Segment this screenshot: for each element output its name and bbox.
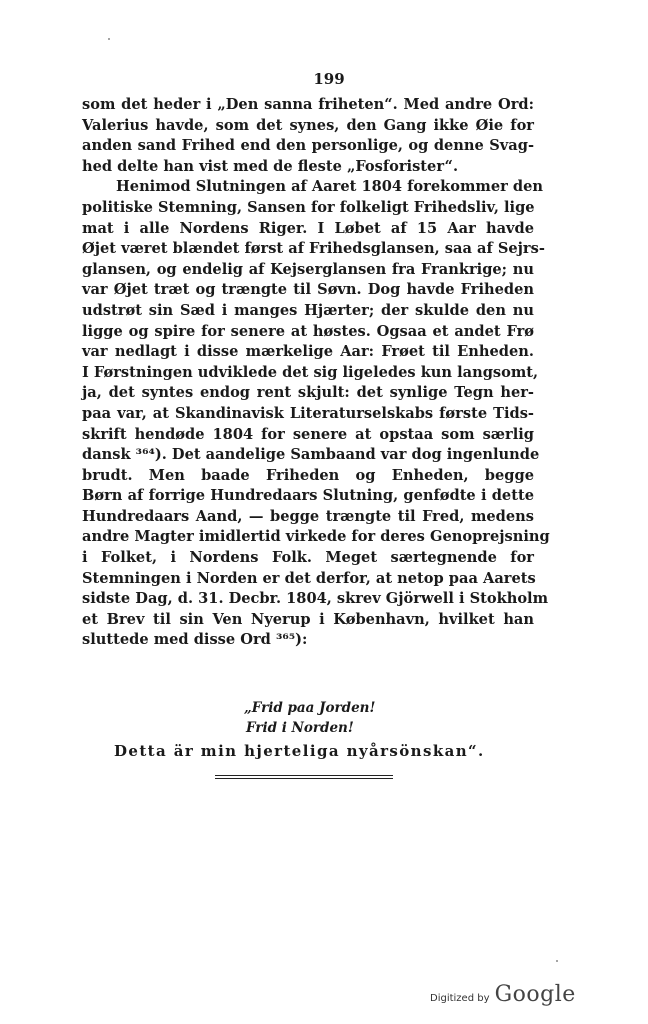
quote-block [244, 698, 375, 738]
text-line: var Øjet træt og trængte til Søvn. Dog havde Friheden [82, 281, 534, 299]
text-line: Øjet været blændet først af Frihedsglansen, saa af Sejrs- [82, 240, 545, 258]
scan-speck [556, 960, 558, 962]
text-line: politiske Stemning, Sansen for folkeligt Frihedsliv, lige [82, 198, 535, 216]
text-line: sidste Dag, d. 31. Decbr. 1804, skrev Gjörwell i Stokholm [82, 590, 549, 608]
text-line: sluttede med disse Ord ³⁶⁵): [82, 631, 308, 649]
digitized-watermark [430, 982, 576, 1007]
text-line: ja, det syntes endog rent skjult: det synlige Tegn her- [82, 384, 534, 402]
quote-line: Frid i Norden! [246, 720, 354, 736]
section-divider [215, 775, 393, 779]
text-line: paa var, at Skandinavisk Literaturselskabs første Tids- [82, 404, 534, 422]
page-number: 199 [313, 70, 345, 88]
text-line: Hundredaars Aand, — begge trængte til Fred, medens [82, 507, 534, 525]
quote-line: „Frid paa Jorden! [244, 700, 376, 716]
watermark-prefix: Digitized by [430, 993, 490, 1004]
text-line: i Folket, i Nordens Folk. Meget særtegnende for [82, 549, 534, 567]
text-line: Valerius havde, som det synes, den Gang ikke Øie for [82, 116, 534, 134]
text-line: Henimod Slutningen af Aaret 1804 forekommer den [116, 178, 544, 196]
scan-speck [108, 38, 110, 40]
body-text [82, 95, 550, 651]
watermark-brand: Google [494, 982, 576, 1007]
text-line: dansk ³⁶⁴). Det aandelige Sambaand var dog ingenlunde [82, 446, 540, 464]
text-line: Børn af forrige Hundredaars Slutning, genfødte i dette [82, 487, 534, 505]
text-line: mat i alle Nordens Riger. I Løbet af 15 Aar havde [82, 219, 534, 237]
text-line: et Brev til sin Ven Nyerup i København, hvilket han [82, 610, 534, 628]
text-line: var nedlagt i disse mærkelige Aar: Frøet til Enheden. [82, 343, 534, 361]
text-line: udstrøt sin Sæd i manges Hjærter; der skulde den nu [82, 301, 534, 319]
text-line: brudt. Men baade Friheden og Enheden, begge [82, 466, 534, 484]
text-line: skrift hendøde 1804 for senere at opstaa som særlig [82, 425, 534, 443]
text-line: anden sand Frihed end den personlige, og denne Svag- [82, 137, 534, 155]
text-line: I Førstningen udviklede det sig ligeledes kun langsomt, [82, 363, 539, 381]
text-line: Stemningen i Norden er det derfor, at netop paa Aarets [82, 569, 536, 587]
text-line: som det heder i „Den sanna friheten“. Med andre Ord: [82, 96, 534, 113]
text-line: hed delte han vist med de fleste „Fosforister“. [82, 157, 459, 175]
closing-line: Detta är min hjerteliga nyårsönskan“. [114, 742, 485, 760]
text-line: glansen, og endelig af Kejserglansen fra Frankrige; nu [82, 260, 534, 278]
text-line: ligge og spire for senere at høstes. Ogsaa et andet Frø [82, 322, 534, 340]
text-line: andre Magter imidlertid virkede for deres Genoprejsning [82, 528, 550, 546]
